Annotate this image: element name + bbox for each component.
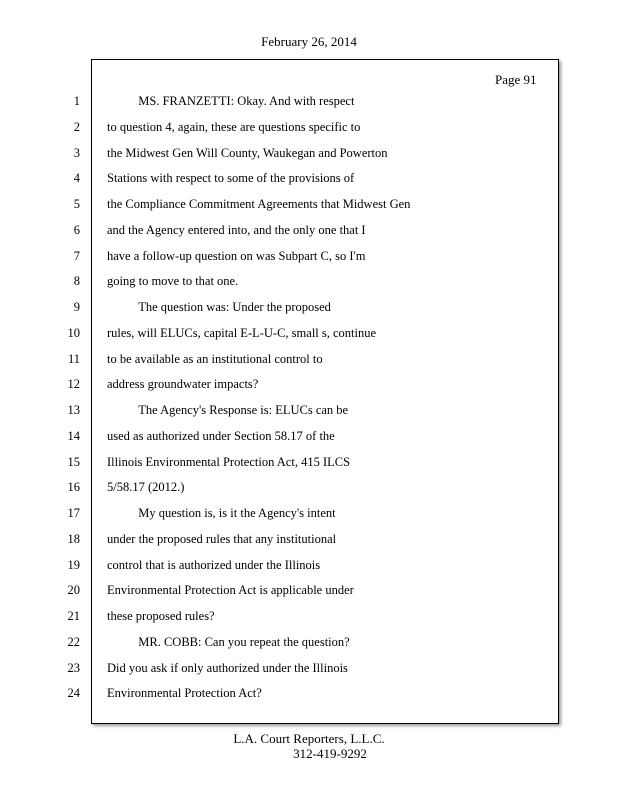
line-text: The Agency's Response is: ELUCs can be [107, 403, 349, 417]
line-text: control that is authorized under the Illinois [107, 558, 321, 572]
line-text: to question 4, again, these are questions specific to [107, 120, 361, 134]
line-number: 12 [67, 377, 80, 391]
line-number: 8 [73, 274, 80, 288]
line-number: 24 [67, 686, 80, 700]
line-number: 16 [67, 480, 80, 494]
line-number: 18 [67, 532, 80, 546]
line-number: 1 [73, 94, 80, 108]
line-number: 9 [73, 300, 80, 314]
line-number: 6 [73, 223, 80, 237]
line-number: 13 [67, 403, 80, 417]
line-number: 19 [67, 558, 80, 572]
line-text: MR. COBB: Can you repeat the question? [107, 635, 350, 649]
line-number: 14 [67, 429, 80, 443]
line-text: Did you ask if only authorized under the Illinois [107, 661, 348, 675]
footer-phone: 312-419-9292 [293, 746, 367, 761]
line-text: used as authorized under Section 58.17 of the [107, 429, 335, 443]
line-text: 5/58.17 (2012.) [107, 480, 185, 494]
line-number: 11 [67, 352, 80, 366]
line-text: The question was: Under the proposed [107, 300, 331, 314]
line-number: 10 [67, 326, 80, 340]
line-text: Illinois Environmental Protection Act, 415 ILCS [107, 455, 351, 469]
line-text: My question is, is it the Agency's intent [107, 506, 336, 520]
line-text: have a follow-up question on was Subpart C, so I'm [107, 249, 366, 263]
line-text: MS. FRANZETTI: Okay. And with respect [107, 94, 355, 108]
line-text: rules, will ELUCs, capital E-L-U-C, small s, continue [107, 326, 377, 340]
line-text: going to move to that one. [107, 274, 239, 288]
line-number: 20 [67, 583, 80, 597]
header-date: February 26, 2014 [261, 34, 357, 49]
footer-company: L.A. Court Reporters, L.L.C. [233, 731, 385, 746]
line-number: 5 [73, 197, 80, 211]
line-text: the Midwest Gen Will County, Waukegan and Powerton [107, 146, 388, 160]
line-text: Environmental Protection Act is applicable under [107, 583, 354, 597]
line-number: 23 [67, 661, 80, 675]
line-number: 15 [67, 455, 80, 469]
line-text: the Compliance Commitment Agreements that Midwest Gen [107, 197, 411, 211]
line-number: 2 [73, 120, 80, 134]
page-number: Page 91 [495, 72, 537, 87]
line-number: 21 [67, 609, 80, 623]
line-number: 4 [73, 171, 80, 185]
line-number: 3 [73, 146, 80, 160]
line-number: 22 [67, 635, 80, 649]
line-number: 17 [67, 506, 80, 520]
line-text: under the proposed rules that any institutional [107, 532, 337, 546]
footer [0, 731, 618, 761]
line-text: Environmental Protection Act? [107, 686, 262, 700]
line-text: Stations with respect to some of the provisions of [107, 171, 355, 185]
line-text: address groundwater impacts? [107, 377, 259, 391]
line-number: 7 [73, 249, 80, 263]
line-text: and the Agency entered into, and the only one that I [107, 223, 366, 237]
line-text: these proposed rules? [107, 609, 215, 623]
line-text: to be available as an institutional control to [107, 352, 323, 366]
